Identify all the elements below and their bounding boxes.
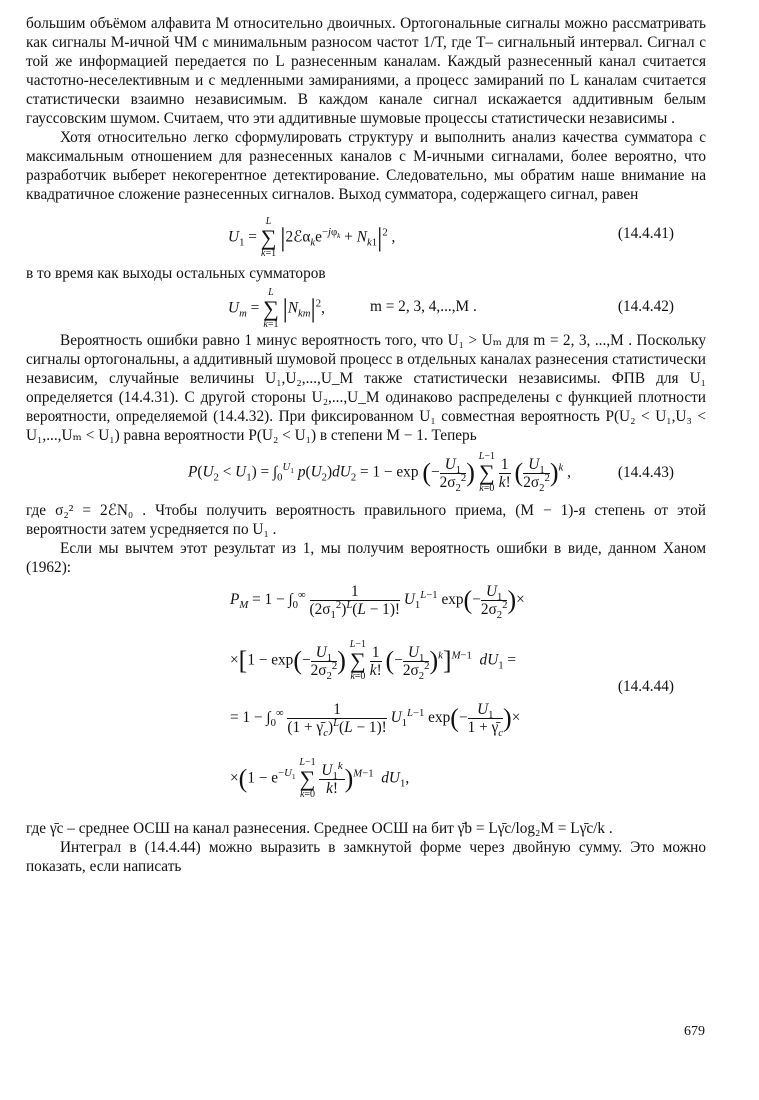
paragraph-5: где σ₂² = 2ℰN₀ . Чтобы получить вероятность правильного приема, (M − 1)-я степень от этой вероятности затем усредняется по U₁ . [26, 502, 706, 538]
paragraph-4: Вероятность ошибки равно 1 минус вероятность того, что U₁ > Uₘ для m = 2, 3, ...,M . Поскольку сигналы ортогональны, а аддитивный шумовой процесс в отдельных каналах разнесения статистически независим, случайные величины U₁,U₂,...,U_M также статистически независимы. ФПВ для U₁ определяется (14.4.31). С другой стороны U₂,...,U_M одинаково распределены с функцией плотности вероятности, определяемой (14.4.32). При фиксированном U₁ совместная вероятность P(U₂ < U₁,U₃ < U₁,...,Uₘ < U₁) равна вероятности P(U₂ < U₁) в степени M − 1. Теперь [26, 332, 706, 444]
equation-14-4-41-formula: $U_1$ = L ∑ k=1 $|2ℰ\alpha_ke^{-j\varphi_k} + N_{k1}|^2$ , [228, 216, 396, 259]
paragraph-2: Хотя относительно легко сформулировать структуру и выполнить анализ качества сумматора с максимальным отношением для разнесенных каналов с M-ичными сигналами, более вероятно, что разработчик выберет некогерентное детектирование. Следовательно, мы обратим наше внимание на квадратичное сложение разнесенных сигналов. Выход сумматора, содержащего сигнал, равен [26, 129, 706, 203]
equation-14-4-41 [26, 204, 706, 264]
equation-14-4-43-formula: $P(U_2 < U_1) = \int_0^{U_1}$ $p(U_2)dU_2 = 1 - \exp$ (− $\frac{U_1}{2\sigma_2^2}$ ) L−1 ∑ k=0 $\frac{1}{k!}$ ( $\frac{U_1}{2\sigma_2^2}$ )$^k$ , [188, 451, 571, 494]
equation-14-4-44-line-2: ×[1 − exp(− $\frac{U_1}{2\sigma_2^2}$ ) L−1 ∑ k=0 $\frac{1}{k!}$ (− $\frac{U_1}{2\sigma_2^2}$ )$^k$]$^{M-1}$ $dU_1$ = [230, 639, 517, 682]
paragraph-1: большим объёмом алфавита M относительно двоичных. Ортогональные сигналы можно рассматривать как сигналы M-ичной ЧМ с минимальным разносом частот 1/T, где T– сигнальный интервал. Сигнал с той же информацией передается по L разнесенным каналам. Каждый разнесенный канал считается частотно-неселективным и с медленными замираниями, а процесс замираний по L каналам считается статистически взаимно независимым. В каждом канале сигнал искажается аддитивным белым гауссовским шумом. Считаем, что эти аддитивные шумовые процессы статистически независимы . [26, 15, 706, 127]
equation-14-4-42-condition: m = 2, 3, 4,...,M . [370, 298, 477, 315]
equation-14-4-42-formula: $U_m$ = L ∑ k=1 $|N_{km}|^2$, [228, 287, 325, 330]
equation-14-4-44-line-3: = $1 - \int_0^\infty$ $\frac{1}{(1 + \gammā_c)^L(L - 1)!}$ $U_1^{L-1}$ exp(− $\frac{U_1}{1 + \gammā_c}$ )× [230, 701, 521, 740]
paragraph-6: Если мы вычтем этот результат из 1, мы получим вероятность ошибки в виде, данном Ханом (1962): [26, 540, 706, 576]
equation-14-4-42 [26, 283, 706, 331]
equation-14-4-44 [26, 577, 706, 819]
equation-14-4-41-tag: (14.4.41) [617, 225, 674, 242]
equation-14-4-44-line-1: $P_M = 1 - \int_0^\infty$ $\frac{1}{(2\sigma_1^2)^L(L - 1)!}$ $U_1^{L-1}$ exp(− $\frac{U_1}{2\sigma_2^2}$ )× [230, 583, 525, 622]
paragraph-8: Интеграл в (14.4.44) можно выразить в замкнутой форме через двойную сумму. Это можно показать, если написать [26, 839, 706, 875]
equation-14-4-42-tag: (14.4.42) [617, 298, 674, 315]
body-text [26, 14, 706, 876]
equation-14-4-43 [26, 445, 706, 501]
equation-14-4-44-line-4: $\times(1 - e^{-U_1}$ L−1 ∑ k=0 $\frac{U_1^k}{k!}$ )$^{M-1}$ $dU_1$, [230, 757, 410, 800]
equation-14-4-43-tag: (14.4.43) [617, 464, 674, 481]
page-number: 679 [684, 1024, 705, 1039]
equation-14-4-44-tag: (14.4.44) [617, 678, 674, 695]
paragraph-7: где γ̄c – среднее ОСШ на канал разнесения. Среднее ОСШ на бит γ̄b = Lγ̄c/log₂M = Lγ̄c/k . [26, 820, 613, 837]
paragraph-3: в то время как выходы остальных сумматоров [26, 265, 326, 282]
